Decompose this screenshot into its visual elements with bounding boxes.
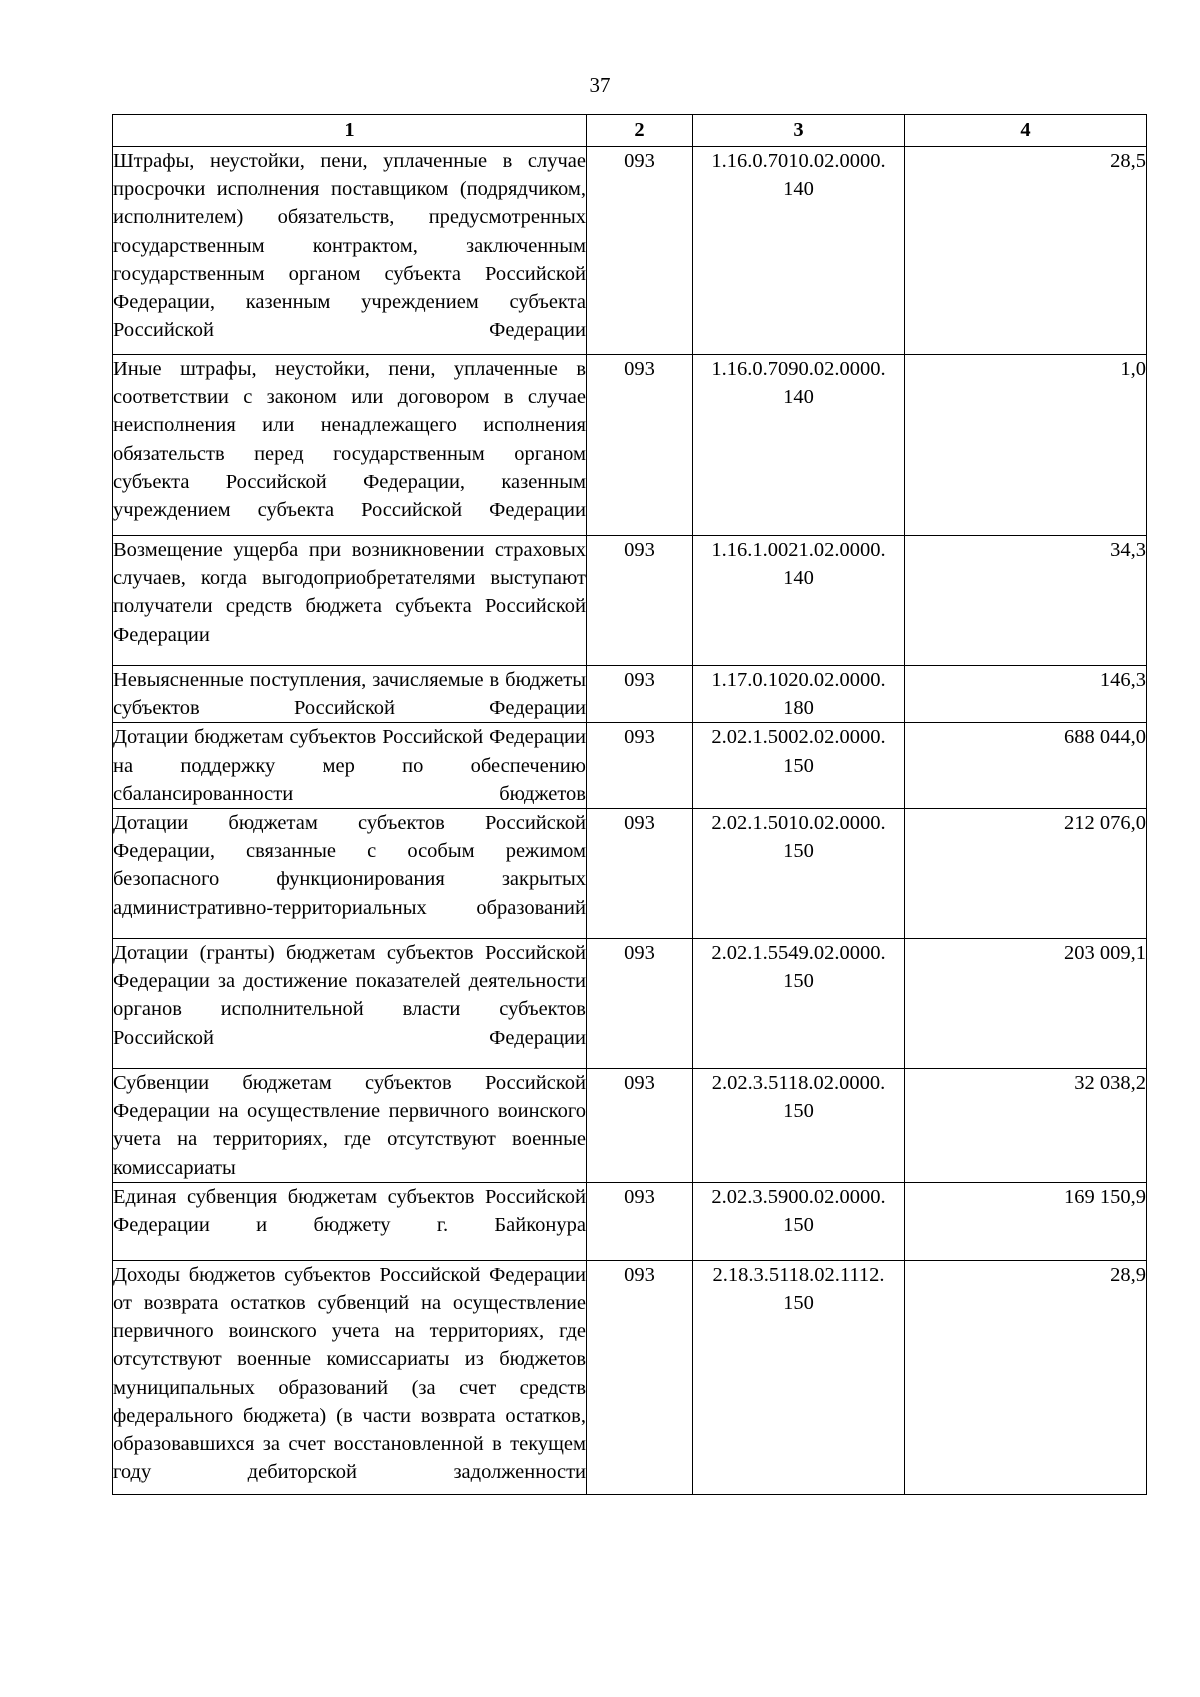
row-admin-code: 093: [587, 536, 693, 666]
row-budget-code: [693, 809, 905, 939]
row-description: Дотации бюджетам субъектов Российской Федерации на поддержку мер по обеспечению сбалансированности бюджетов: [113, 723, 587, 809]
budget-code-line-1: 2.02.3.5118.02.0000.: [711, 1072, 886, 1095]
table-row: [113, 723, 1147, 809]
row-admin-code: 093: [587, 355, 693, 536]
row-admin-code: 093: [587, 1069, 693, 1183]
row-amount: 28,9: [905, 1260, 1147, 1494]
budget-code-line-2: 140: [783, 178, 814, 201]
budget-code-line-2: 150: [783, 1100, 814, 1123]
row-budget-code: [693, 1182, 905, 1260]
budget-code-line-2: 150: [783, 840, 814, 863]
header-col-1: 1: [113, 115, 587, 147]
row-amount: 688 044,0: [905, 723, 1147, 809]
table-row: [113, 809, 1147, 939]
budget-code-line-1: 2.02.1.5010.02.0000.: [711, 812, 886, 835]
row-admin-code: 093: [587, 1182, 693, 1260]
row-admin-code: 093: [587, 1260, 693, 1494]
row-budget-code: [693, 1260, 905, 1494]
row-description: Субвенции бюджетам субъектов Российской Федерации на осуществление первичного воинского учета на территориях, где отсутствуют военные комиссариаты: [113, 1069, 587, 1183]
row-admin-code: 093: [587, 723, 693, 809]
row-budget-code: [693, 355, 905, 536]
row-budget-code: [693, 536, 905, 666]
row-description: Единая субвенция бюджетам субъектов Российской Федерации и бюджету г. Байконура: [113, 1182, 587, 1260]
row-budget-code: [693, 1069, 905, 1183]
budget-code-line-1: 1.16.0.7090.02.0000.: [711, 358, 886, 380]
budget-code-line-2: 140: [783, 567, 814, 590]
row-description: Доходы бюджетов субъектов Российской Федерации от возврата остатков субвенций на осуществление первичного воинского учета на территориях, где отсутствуют военные комиссариаты из бюджетов муниципальных образований (за счет средств федерального бюджета) (в части возврата остатков, образовавшихся за счет восстановленной в текущем году дебиторской задолженности: [113, 1260, 587, 1494]
table-row: [113, 939, 1147, 1069]
row-amount: 1,0: [905, 355, 1147, 536]
budget-code-line-2: 150: [783, 1214, 814, 1237]
row-amount: 34,3: [905, 536, 1147, 666]
row-budget-code: [693, 939, 905, 1069]
header-col-2: 2: [587, 115, 693, 147]
row-amount: 169 150,9: [905, 1182, 1147, 1260]
row-amount: 146,3: [905, 666, 1147, 723]
budget-code-line-1: 1.16.0.7010.02.0000.: [711, 150, 886, 172]
budget-code-line-1: 2.02.1.5549.02.0000.: [711, 942, 886, 965]
table-row: [113, 1260, 1147, 1494]
row-description: Дотации бюджетам субъектов Российской Федерации, связанные с особым режимом безопасного функционирования закрытых административно-территориальных образований: [113, 809, 587, 939]
row-admin-code: 093: [587, 666, 693, 723]
page-number: 37: [589, 73, 611, 97]
budget-code-line-1: 1.16.1.0021.02.0000.: [711, 539, 886, 561]
budget-code-line-1: 1.17.0.1020.02.0000.: [711, 669, 886, 691]
row-admin-code: 093: [587, 147, 693, 355]
row-description: Возмещение ущерба при возникновении страховых случаев, когда выгодоприобретателями выступают получатели средств бюджета субъекта Российской Федерации: [113, 536, 587, 666]
row-amount: 203 009,1: [905, 939, 1147, 1069]
header-col-4: 4: [905, 115, 1147, 147]
budget-code-line-1: 2.18.3.5118.02.1112.: [712, 1263, 885, 1286]
table-row: [113, 355, 1147, 536]
row-description: Иные штрафы, неустойки, пени, уплаченные в соответствии с законом или договором в случае неисполнения или ненадлежащего исполнения обязательств перед государственным органом субъекта Российской Федерации, казенным учреждением субъекта Российской Федерации: [113, 355, 587, 536]
row-description: Невыясненные поступления, зачисляемые в бюджеты субъектов Российской Федерации: [113, 666, 587, 723]
row-description: Штрафы, неустойки, пени, уплаченные в случае просрочки исполнения поставщиком (подрядчиком, исполнителем) обязательств, предусмотренных государственным контрактом, заключенным государственным органом субъекта Российской Федерации, казенным учреждением субъекта Российской Федерации: [113, 147, 587, 355]
table-row: [113, 536, 1147, 666]
row-amount: 28,5: [905, 147, 1147, 355]
budget-code-line-1: 2.02.1.5002.02.0000.: [711, 726, 886, 749]
budget-code-line-2: 140: [783, 386, 814, 409]
budget-code-line-2: 180: [783, 697, 814, 720]
budget-code-line-2: 150: [783, 1292, 814, 1315]
table-row: [113, 1069, 1147, 1183]
row-amount: 212 076,0: [905, 809, 1147, 939]
row-admin-code: 093: [587, 809, 693, 939]
budget-code-line-1: 2.02.3.5900.02.0000.: [711, 1185, 886, 1208]
row-budget-code: [693, 147, 905, 355]
row-description: Дотации (гранты) бюджетам субъектов Российской Федерации за достижение показателей деятельности органов исполнительной власти субъектов Российской Федерации: [113, 939, 587, 1069]
table-row: [113, 147, 1147, 355]
revenue-table: [112, 114, 1147, 1495]
table-header-row: [113, 115, 1147, 147]
header-col-3: 3: [693, 115, 905, 147]
row-budget-code: [693, 666, 905, 723]
row-budget-code: [693, 723, 905, 809]
row-amount: 32 038,2: [905, 1069, 1147, 1183]
budget-code-line-2: 150: [783, 754, 814, 777]
budget-code-line-2: 150: [783, 970, 814, 993]
table-row: [113, 1182, 1147, 1260]
table-row: [113, 666, 1147, 723]
row-admin-code: 093: [587, 939, 693, 1069]
